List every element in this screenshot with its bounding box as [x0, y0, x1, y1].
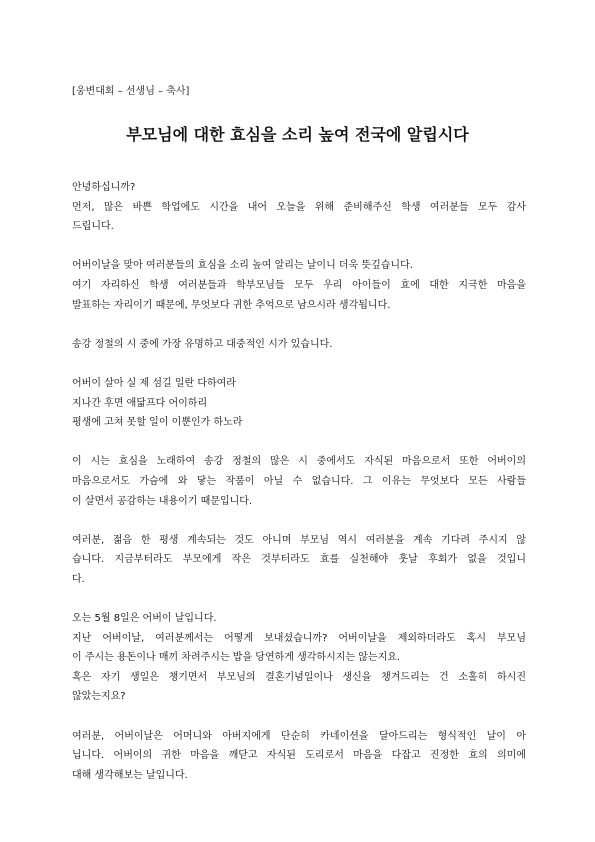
- paragraph-line: 먼저, 많은 바쁜 학업에도 시간을 내어 오늘을 위해 준비해주신 학생 여러분들 모두 감사: [72, 201, 526, 213]
- paragraph: [72, 256, 526, 315]
- paragraph-line: 드립니다.: [72, 221, 114, 233]
- paragraph-line: 혹은 자기 생일은 챙기면서 부모님의 결혼기념일이나 생신을 챙겨드리는 건 소홀히 하시진: [72, 671, 526, 683]
- paragraph-line: 안녕하십니까?: [72, 182, 136, 193]
- document-tag: [웅변대회 – 선생님 – 축사]: [72, 86, 190, 97]
- paragraph-line: 송강 정철의 시 중에 가장 유명하고 대중적인 시가 있습니다.: [72, 338, 333, 350]
- paragraph-line: 어버이 살아 실 제 섬길 일란 다하여라: [72, 377, 236, 389]
- paragraph-line: 닙니다. 어버이의 귀한 마음을 깨닫고 자식된 도리로서 마음을 다잡고 진정한 효의 의미에: [72, 750, 526, 762]
- paragraph-line: 마음으로서도 가슴에 와 닿는 작품이 아닐 수 없습니다. 그 이유는 무엇보다 모든 사람들: [72, 475, 526, 487]
- paragraph-line: 대해 생각해보는 날입니다.: [72, 769, 188, 781]
- paragraph-line: 않았는지요?: [72, 691, 126, 703]
- paragraph-line: 발표하는 자리이기 때문에, 무엇보다 귀한 추억으로 남으시라 생각됩니다.: [72, 299, 391, 311]
- paragraph: [72, 452, 526, 511]
- paragraph-line: 어버이날을 맞아 여러분들의 효심을 소리 높여 알리는 날이니 더욱 뜻깊습니다.: [72, 260, 413, 272]
- paragraph: [72, 335, 526, 355]
- paragraph-line: 여기 자리하신 학생 여러분들과 학부모님들 모두 우리 아이들이 효에 대한 지극한 마음을: [72, 279, 526, 291]
- paragraph: [72, 727, 526, 786]
- paragraph-line: 다.: [72, 573, 85, 585]
- paragraph-line: 평생에 고쳐 못할 일이 이뿐인가 하노라: [72, 417, 243, 429]
- paragraph: [72, 178, 526, 237]
- paragraph-line: 지나간 후면 애닯프다 어이하리: [72, 397, 208, 409]
- document-title: 부모님에 대한 효심을 소리 높여 전국에 알립시다: [126, 125, 469, 144]
- paragraph-line: 여러분, 젊음 한 평생 계속되는 것도 아니며 부모님 역시 여러분을 계속 기다려 주시지 않: [72, 534, 526, 546]
- paragraph-line: 여러분, 어버이날은 어머니와 아버지에게 단순히 카네이션을 달아드리는 형식적인 날이 아: [72, 730, 526, 742]
- paragraph-line: 습니다. 지금부터라도 부모에게 작은 것부터라도 효를 실천해야 훗날 후회가 없을 것입니: [72, 554, 526, 566]
- paragraph-line: 이 시는 효심을 노래하여 송강 정철의 많은 시 중에서도 자식된 마음으로서 또한 어버이의: [72, 456, 526, 468]
- paragraph-line: 지난 어버이날, 여러분께서는 어떻게 보내셨습니까? 어버이날을 제외하더라도 혹시 부모님: [72, 632, 526, 644]
- document-body: [72, 178, 526, 805]
- paragraph: [72, 374, 526, 433]
- paragraph: [72, 531, 526, 590]
- paragraph-line: 오는 5월 8일은 어버이 날입니다.: [72, 613, 217, 625]
- paragraph-line: 이 주시는 용돈이나 매끼 차려주시는 밥을 당연하게 생각하시지는 않는지요.: [72, 652, 401, 664]
- paragraph: [72, 609, 526, 707]
- paragraph-line: 이 살면서 공감하는 내용이기 때문입니다.: [72, 495, 253, 507]
